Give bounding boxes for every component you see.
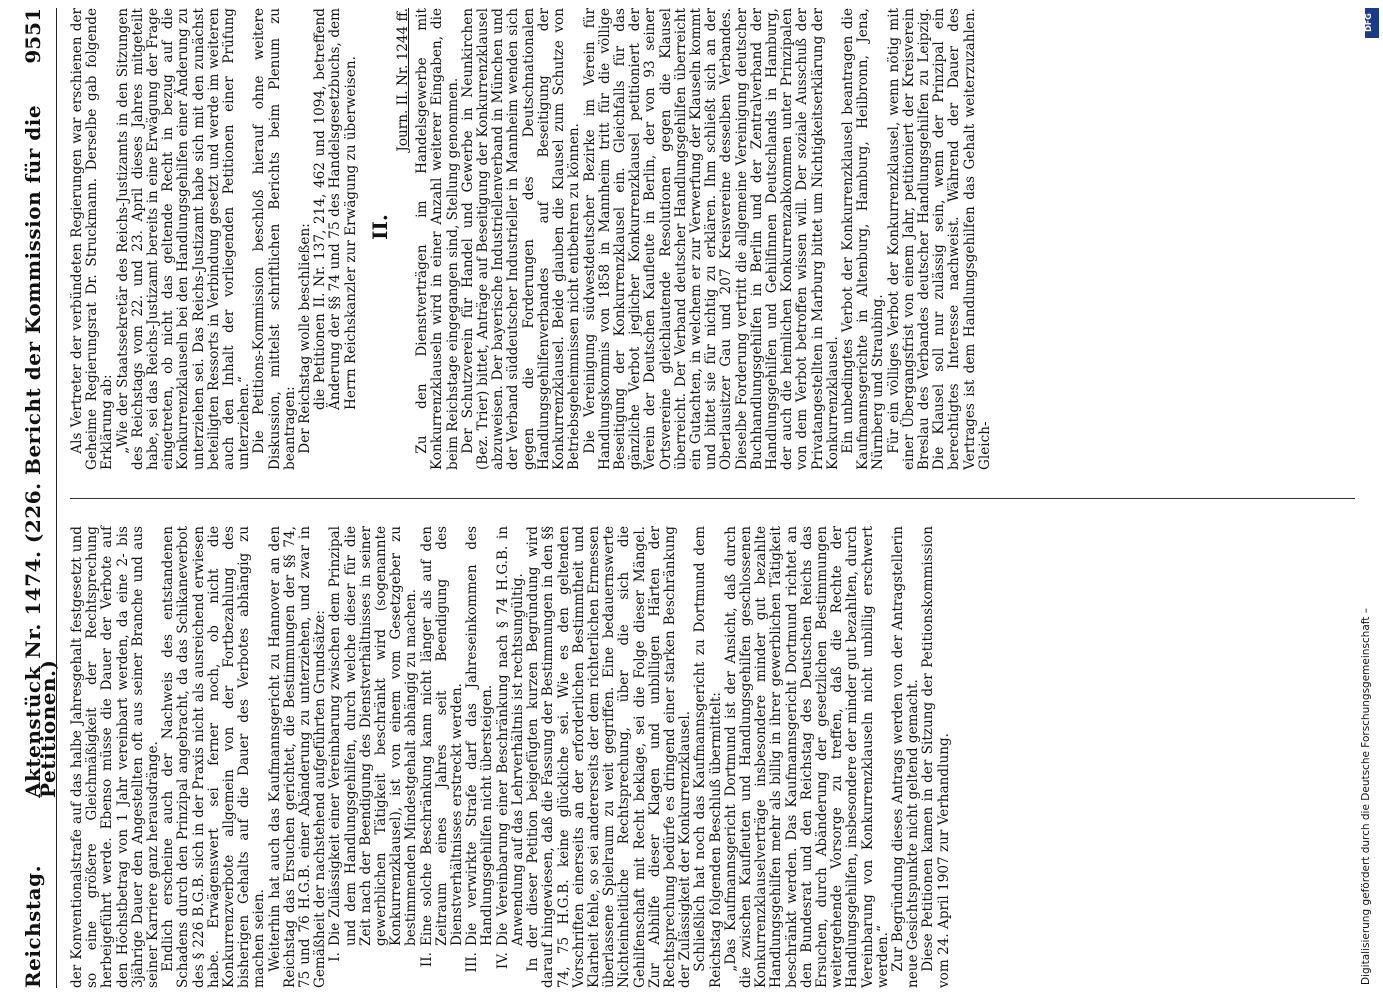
paragraph: „Wie der Staatssekretär des Reichs-Justizamts in den Sitzungen des Reichstags vom 22. und 23. April dieses Jahres mitgeteilt habe, sei das Reichs-Justizamt bereits in eine Erwägung der Frage eingetreten, ob nicht das geltende Recht in bezug auf die Konkurrenzklauseln bei den Handlungsgehilfen einer Änderung zu unterziehen sei. Das Reichs-Justizamt habe sich mit den zunächst beteiligten Ressorts in Verbindung gesetzt und werde im weiteren auch den Inhalt der vorliegenden Petitionen einer Prüfung unterziehen.“ [114, 8, 253, 470]
item-text: Die Vereinbarung einer Beschränkung nach § 74 H.G.B. in Anwendung auf das Lehrverhältnis ist rechtsungültig. [494, 526, 526, 946]
paragraph: Ein unbedingtes Verbot der Konkurrenzklausel beantragen die Kaufmannsgerichte in Altenburg, Hamburg, Heilbronn, Jena, Nürnberg und Straubing. [839, 8, 887, 470]
numbered-item [465, 526, 495, 988]
paragraph: Zur Begründung dieses Antrags werden von der Antragstellerin neue Gesichtspunkte nicht geltend gemacht. [889, 526, 922, 988]
item-text: Eine solche Beschränkung kann nicht länger als auf den Zeitraum eines Jahres seit Beendigung des Dienstverhältnisses erstreckt werden. [418, 526, 466, 946]
header-left: Reichstag. [21, 864, 45, 988]
numbered-item [420, 526, 466, 988]
paragraph: Der Reichstag wolle beschließen: [297, 223, 314, 454]
column-divider [70, 498, 1355, 499]
section-heading: II. [367, 214, 392, 240]
item-number: IV. [494, 952, 511, 970]
digitization-note: Digitalisierung gefördert durch die Deutsche Forschungsgemeinschaft – [1360, 608, 1372, 985]
item-number: III. [464, 952, 481, 973]
paragraph: Zu den Dienstverträgen im Handelsgewerbe mit Konkurrenzklauseln wird in einer Anzahl weiterer Eingaben, die beim Reichstage eingegangen sind, Stellung genommen. [414, 8, 461, 470]
paragraph: Die Vereinigung südwestdeutscher Bezirke im Verein für Handlungskommis von 1858 in Mannheim tritt für die völlige Beseitigung der Konkurrenzklausel ein. Gleichfalls für das gänzliche Verbot jeglicher Konkurrenzklausel petitioniert der Verein der Deutschen Kaufleute in Berlin, der von 93 seiner Ortsvereine gleichlautende Resolutionen gegen die Klausel überreicht. Der Verband deutscher Handlungsgehilfen überreicht ein Gutachten, in welchem er zur Verwerfung der Klauseln kommt und bittet sie für nichtig zu erklären. Ihm schließt sich an der Oberlausitzer Gau und 207 Kreisvereine desselben Verbandes. Dieselbe Forderung vertritt die allgemeine Vereinigung deutscher Buchhandlungsgehilfen in Berlin und der Zentralverband der Handlungsgehilfen und Gehilfinnen Deutschlands in Hamburg, der auch die heimlichen Konkurrenzabkommen unter Prinzipalen von dem Verbot betroffen wissen will. Der soziale Ausschuß der Privatangestellten in Marburg bittet um Nichtigkeitserklärung der Konkurrenzklausel. [581, 8, 841, 470]
item-number: I. [327, 952, 344, 962]
dfg-logo-text: DFG [1363, 13, 1373, 32]
right-column [70, 8, 1357, 470]
paragraph: Diese Petitionen kamen in der Sitzung der Petitionskommission vom 24. April 1907 zur Verhandlung. [920, 526, 952, 988]
sidebar-note [1358, 10, 1380, 990]
paragraph: Schließlich hat noch das Kaufmannsgericht zu Dortmund dem Reichstag folgenden Beschluß übermittelt: [692, 526, 724, 988]
paragraph: In der dieser Petition beigefügten kurzen Begründung wird darauf hingewiesen, daß die Fassung der Bestimmungen in den §§ 74, 75 H.G.B. keine glückliche sei. Wie es den geltenden Vorschriften einerseits an der erforderlichen Bestimmtheit und Klarheit fehle, so sei andererseits der dem richterlichen Ermessen überlassene Spielraum zu weit gegriffen. Eine bedauernswerte Nichteinheitliche Rechtsprechung, über die sich die Gehilfenschaft mit Recht beklage, sei die Folge dieser Mängel. Zur Abhilfe dieser Klagen und unbilligen Härten der Rechtsprechung bedürfe es dringend einer starken Beschränkung der Zulässigkeit der Konkurrenzklausel. [525, 526, 694, 988]
paragraph: Endlich erscheine auch der Nachweis des entstandenen Schadens durch den Prinzipal angebracht, da das Schikaneverbot des § 226 B.G.B. sich in der Praxis nicht als ausreichend erwiesen habe. Erwägenswert sei ferner noch, ob nicht die Konkurrenzverbote allgemein von der Fortbezahlung des bisherigen Gehalts auf die Dauer des Verbotes abhängig zu machen seien. [160, 526, 268, 988]
dfg-logo [1365, 8, 1379, 38]
numbered-item [328, 526, 419, 988]
paragraph: Die Petitions-Kommission beschloß hierauf ohne weitere Diskussion, mittelst schriftlichen Berichts beim Plenum zu beantragen: [251, 8, 298, 470]
left-column [70, 526, 1357, 988]
header-title: Aktenstück Nr. 1474. (226. Bericht der Kommission für die Petitionen.) [21, 104, 61, 798]
item-text: Die Zulässigkeit einer Vereinbarung zwischen dem Prinzipal und dem Handlungsgehilfen, durch welche dieser für die Zeit nach der Beendigung des Dienstverhältnisses in seiner gewerblichen Tätigkeit beschränkt wird (sogenannte Konkurrenzklausel), ist von einem vom Gesetzgeber zu bestimmenden Mindestgehalt abhängig zu machen. [327, 526, 420, 946]
paragraph: Der Schutzverein für Handel und Gewerbe in Neunkirchen (Bez. Trier) bittet, Anträge auf Beseitigung der Konkurrenzklausel abzuweisen. Der bayerische Industriellenverband in München und der Verband süddeutscher Industrieller in Mannheim wenden sich gegen die Forderungen des Deutschnationalen Handlungsgehilfenverbandes auf Beseitigung der Konkurrenzklausel. Beide glauben die Klausel zum Schutze von Betriebsgeheimnissen nicht entbehren zu können. [459, 8, 583, 470]
item-text: Die verwirkte Strafe darf das Jahreseinkommen des Handlungsgehilfen nicht übersteigen. [464, 526, 496, 946]
page-header [21, 8, 61, 988]
rotated-page [22, 8, 1357, 988]
numbered-item [496, 526, 526, 988]
paragraph: der Konventionalstrafe auf das halbe Jahresgehalt festgesetzt und so eine größere Gleichmäßigkeit der Rechtsprechung herbeigeführt werde. Ebenso müsse die Dauer der Verbote auf den Höchstbetrag von 1 Jahr vereinbart werden, da eine 2- bis 3jährige Dauer den Angestellten oft aus seiner Branche und aus seiner Karriere ganz herausdränge. [69, 526, 162, 988]
item-number: II. [418, 952, 435, 968]
paragraph: „Das Kaufmannsgericht Dortmund ist der Ansicht, daß durch die zwischen Kaufleuten und Handlungsgehilfen geschlossenen Konkurrenzklauselverträge insbesondere minder gut bezahlte Handlungsgehilfen mehr als billig in ihrer gewerblichen Tätigkeit beschränkt werden. Das Kaufmannsgericht Dortmund richtet an den Bundesrat und den Reichstag des Deutschen Reichs das Ersuchen, durch Abänderung der gesetzlichen Bestimmungen weitergehende Vorsorge zu treffen, daß die Rechte der Handlungsgehilfen, insbesondere der minder gut bezahlten, durch Vereinbarung von Konkurrenzklauseln nicht unbillig erschwert werden.“ [722, 526, 891, 988]
paragraph: Für ein völliges Verbot der Konkurrenzklausel, wenn nötig mit einer Übergangsfrist von einem Jahr, petitioniert der Kreisverein Breslau des Verbandes deutscher Handlungsgehilfen zu Leipzig. Die Klausel soll nur zulässig sein, wenn der Prinzipal ein berechtigtes Interesse nachweist. Während der Dauer des Vertrages ist dem Handlungsgehilfen das Gehalt weiterzuzahlen. Gleich- [885, 8, 993, 470]
page-number: 9551 [21, 8, 45, 64]
journal-reference: Journ. II. Nr. 1244 ff. [395, 8, 412, 152]
resolution-text: die Petitionen II. Nr. 137, 214, 462 und 1094, betreffend Änderung der §§ 74 und 75 des Handelsgesetzbuchs, dem Herrn Reichskanzler zur Erwägung zu überweisen. [312, 8, 359, 410]
paragraph: Weiterhin hat auch das Kaufmannsgericht zu Hannover an den Reichstag das Ersuchen gerichtet, die Bestimmungen der §§ 74, 75 und 76 H.G.B. einer Abänderung zu unterziehen, und zwar in Gemäßheit der nachstehend aufgeführten Grundsätze: [266, 526, 329, 988]
paragraph: Als Vertreter der verbündeten Regierungen war erschienen der Geheime Regierungsrat Dr. Struckmann. Derselbe gab folgende Erklärung ab: [69, 8, 116, 470]
